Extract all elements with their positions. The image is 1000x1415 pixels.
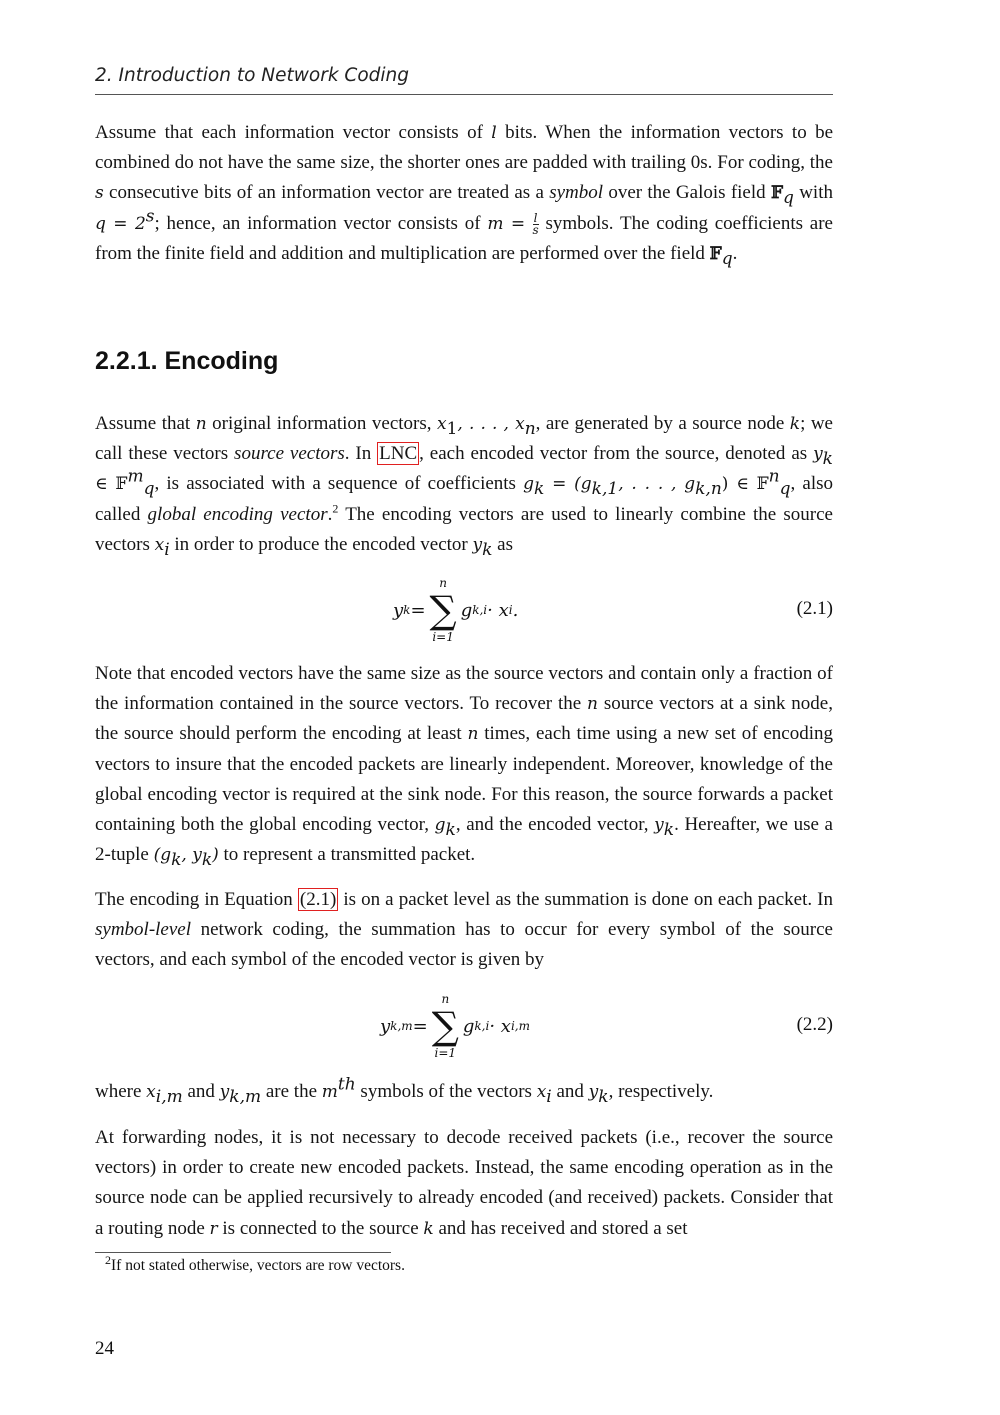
equation-number: (2.1): [796, 598, 833, 619]
footnote-divider: [95, 1252, 391, 1253]
equation-reference-link[interactable]: (2.1): [299, 889, 337, 910]
footnote-marker[interactable]: 2: [332, 501, 339, 516]
encoding-paragraph-1: Assume that n original information vectors, $x_1$, . . . , $x_n$, are generated by a source node k; we call these vectors source vectors. In LNC , each encoded vector from the source, denoted as $y_k$ ∈ 𝔽$^m_q$, is associated with a sequence of coefficients $g_k = (g_{k,1}$, . . . , $g_{k,n}$) ∈ 𝔽$^n_q$, also called global encoding vector.$^2$ The encoding vectors are used to linearly combine the source vectors $x_i$ in order to produce the encoded vector $y_k$ as: [95, 413, 834, 560]
fraction: $\frac{l}{s}$: [532, 210, 539, 237]
equation-body: y k = n ∑ i=1 g k,i · x i .: [393, 576, 519, 644]
footnote: [105, 1252, 405, 1276]
running-header: 2. Introduction to Network Coding: [95, 64, 833, 95]
encoding-paragraph-4: where $x_{i,m}$ and $y_{k,m}$ are the $m^{th}$ symbols of the vectors $x_i$ and $y_k$, respectively.: [95, 1074, 714, 1107]
page-number: 24: [95, 1338, 114, 1359]
encoding-paragraph-5: At forwarding nodes, it is not necessary to decode received packets (i.e., recover the source vectors) in order to create new encoded packets. Instead, the same encoding operation as in the source node can be applied recursively to already encoded (and received) packets. Consider that a routing node r is connected to the source k and has received and stored a set: [95, 1127, 833, 1239]
equation-2-2: [95, 986, 833, 1066]
footnote-text: If not stated otherwise, vectors are row vectors.: [111, 1257, 405, 1274]
equation-2-1: [95, 570, 833, 650]
intro-paragraph: Assume that each information vector consists of l bits. When the information vectors to be combined do not have the same size, the shorter ones are padded with trailing 0s. For coding, the s consecutive bits of an information vector are treated as a symbol over the Galois field 𝔽$_q$ with $q = 2^s$; hence, an information vector consists of m = $\frac{l}{s}$ symbols. The coding coefficients are from the finite field and addition and multiplication are performed over the field 𝔽$_q$.: [95, 122, 833, 269]
summation-symbol: n ∑ i=1: [431, 992, 459, 1060]
summation-symbol: n ∑ i=1: [429, 576, 457, 644]
footnote-number: 2: [105, 1252, 111, 1267]
lnc-acronym-link[interactable]: LNC: [379, 443, 418, 465]
section-heading: 2.2.1. Encoding: [95, 347, 279, 375]
encoding-paragraph-2: Note that encoded vectors have the same size as the source vectors and contain only a fraction of the information contained in the source vectors. To recover the n source vectors at a sink node, the source should perform the encoding at least n times, each time using a new set of encoding vectors to insure that the encoded packets are linearly independent. Moreover, knowledge of the global encoding vector is required at the sink node. For this reason, the source forwards a packet containing both the global encoding vector, $g_k$, and the encoded vector, $y_k$. Hereafter, we use a 2-tuple ($g_k$, $y_k$) to represent a transmitted packet.: [95, 663, 833, 871]
equation-number: (2.2): [796, 1014, 833, 1035]
encoding-paragraph-3: The encoding in Equation (2.1) is on a packet level as the summation is done on each packet. In symbol-level network coding, the summation has to occur for every symbol of the source vectors, and each symbol of the encoded vector is given by: [95, 889, 834, 971]
equation-body: y k,m = n ∑ i=1 g k,i · x i,m: [380, 992, 530, 1060]
